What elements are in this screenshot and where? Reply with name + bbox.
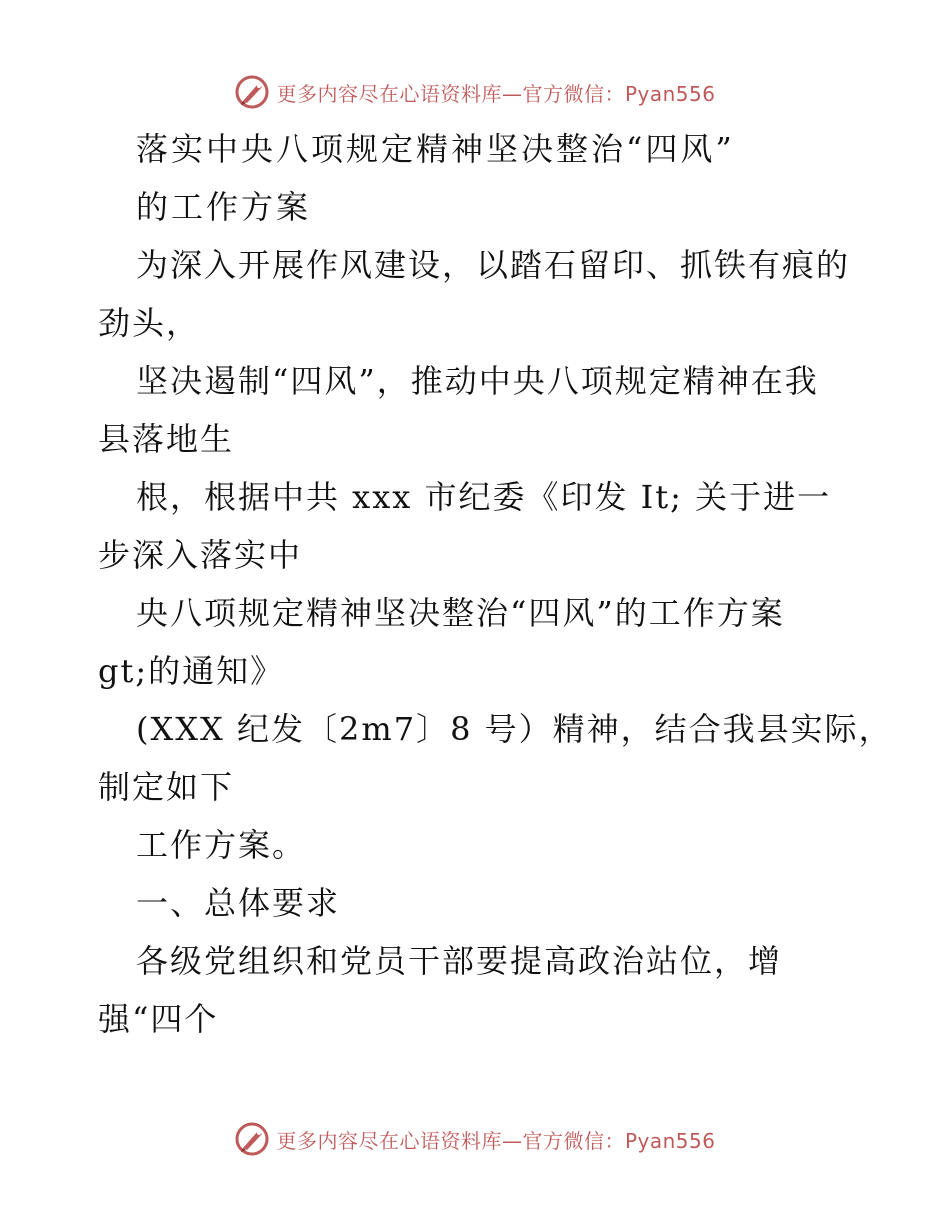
watermark-text: 更多内容尽在心语资料库—官方微信：Pyan556	[276, 81, 716, 106]
paragraph-line: 为深入开展作风建设，以踏石留印、抓铁有痕的	[136, 246, 851, 284]
paragraph-line: 县落地生	[98, 420, 235, 458]
paragraph-line: 央八项规定精神坚决整治“四风”的工作方案	[136, 594, 785, 632]
pen-logo-icon	[234, 74, 270, 110]
paragraph-line: 强“四个	[98, 1000, 219, 1038]
footer-watermark-banner	[0, 1119, 950, 1159]
paragraph-line: 坚决遏制“四风”，推动中央八项规定精神在我	[136, 362, 819, 400]
document-body	[98, 120, 893, 1048]
paragraph-line: gt;的通知》	[98, 652, 285, 690]
paragraph-line: 步深入落实中	[98, 536, 303, 574]
paragraph-line: 制定如下	[98, 768, 235, 806]
paragraph-line: (XXX 纪发〔2m7〕8 号）精神，结合我县实际，	[136, 710, 893, 748]
paragraph-line: 工作方案。	[136, 826, 307, 864]
document-title-line-2: 的工作方案	[136, 188, 312, 226]
header-watermark-banner	[0, 72, 950, 112]
watermark-text: 更多内容尽在心语资料库—官方微信：Pyan556	[276, 1128, 716, 1153]
paragraph-line: 根，根据中共 xxx 市纪委《印发 It; 关于进一	[136, 478, 832, 516]
pen-logo-icon	[234, 1121, 270, 1157]
paragraph-line: 各级党组织和党员干部要提高政治站位，增	[136, 942, 783, 980]
document-title-line-1: 落实中央八项规定精神坚决整治“四风”	[136, 130, 735, 168]
section-heading: 一、总体要求	[136, 884, 341, 922]
paragraph-line: 劲头，	[98, 304, 201, 342]
